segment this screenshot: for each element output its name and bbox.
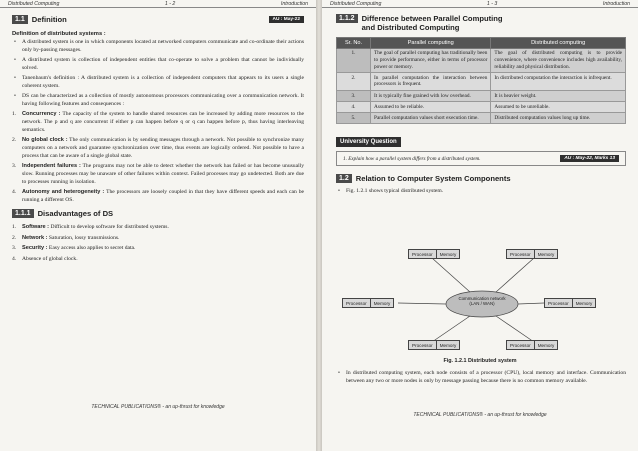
table-cell: It is typically fine grained with low overhead. [371, 90, 491, 101]
definition-heading: Definition of distributed systems : [12, 31, 106, 37]
item-number: 1. [12, 110, 17, 117]
link-top-left [432, 258, 470, 292]
numbered-item [12, 111, 304, 134]
running-header: Distributed Computing 1 - 3 Introduction [322, 0, 638, 8]
item-term: Independent failures : [22, 162, 81, 169]
item-term: Network : [22, 234, 48, 241]
university-question-label: University Question [336, 137, 401, 147]
numbered-item [12, 224, 304, 232]
item-body [22, 163, 304, 186]
definition-bullet: • DS can be characterized as a collection of mostly autonomous processors communicating over a communication network. It having following features and consequences : [12, 93, 304, 109]
node-description: • In distributed computing system, each node consists of a processor (CPU), local memory and interface. Communication between any two or more nodes is only by message passing because there is no common memory available. [336, 370, 626, 386]
item-number: 2. [12, 234, 17, 241]
item-text: Absence of global clock. [22, 255, 78, 262]
question-text: 1. Explain how a parallel system differs from a distributed system. [343, 155, 481, 162]
link-bottom-left [432, 316, 470, 342]
item-term: Autonomy and heterogeneity : [22, 188, 105, 195]
left-page [0, 0, 316, 451]
item-text: The only communication is by sending messages through a network. Not possible to synchronize many computers on a network and guarantee synchronization over time, thus events are logically ordered. Not possible to have a process that can be aware of a single global state. [22, 136, 304, 159]
item-body [22, 256, 78, 264]
numbered-item [12, 189, 304, 205]
table-cell: 5. [337, 113, 371, 124]
section-heading-disadvantages: 1.1.1 Disadvantages of DS [12, 208, 304, 219]
table-cell: In parallel computation the interaction between processors is frequent. [371, 72, 491, 90]
question-box [336, 151, 626, 166]
numbered-item [12, 235, 304, 243]
table-header-cell: Parallel computing [371, 38, 491, 49]
item-number: 1. [12, 224, 17, 231]
table-cell: Parallel computation values short execution time. [371, 113, 491, 124]
item-body [22, 189, 304, 205]
definition-bullet: • A distributed system is collection of independent entities that co-operate to solve a problem that cannot be individually solved. [12, 57, 304, 73]
item-number: 2. [12, 136, 17, 143]
item-body [22, 111, 304, 134]
table-cell: 3. [337, 90, 371, 101]
item-text: Difficult to develop software for distributed systems. [50, 224, 169, 231]
item-number: 4. [12, 188, 17, 195]
table-cell: Assumed to be unreliable. [491, 101, 626, 112]
network-label: Communication network (LAN / WAN) [458, 296, 506, 307]
node-bottom-right: Processor Memory [506, 340, 558, 350]
table-cell: 1. [337, 48, 371, 72]
link-right [518, 303, 544, 304]
right-page [322, 0, 638, 451]
item-number: 4. [12, 255, 17, 262]
table-cell: It is heavier weight. [491, 90, 626, 101]
item-number: 3. [12, 245, 17, 252]
item-number: 3. [12, 162, 17, 169]
table-row [337, 90, 626, 101]
node-right: Processor Memory [544, 298, 596, 308]
item-text: The capacity of the system to handle shared resources can be increased by adding more resources to the network. The p and q are concurrent if either p can happen before q or q can happen before p, thus having interleaving semantics. [22, 110, 304, 133]
definition-bullet: • A distributed system is one in which components located at networked computers communicate and co-ordinate their actions only by-passing messages. [12, 39, 304, 55]
table-cell: The goal of parallel computing has traditionally been to provide performance, either in terms of processor power or memory. [371, 48, 491, 72]
numbered-item [12, 245, 304, 253]
table-cell: In distributed computation the interaction is infrequent. [491, 72, 626, 90]
table-cell: Assumed to be reliable. [371, 101, 491, 112]
definition-bullet: • Tanenbaum's definition : A distributed system is a collection of independent computers that appears to its users a single coherent system. [12, 75, 304, 91]
table-cell: The goal of distributed computing is to provide convenience, where convenience includes high availability, reliability and physical distribution. [491, 48, 626, 72]
link-left [398, 303, 446, 304]
section-heading-difference: 1.1.2 Difference between Parallel Computing and Distributed Computing [336, 14, 626, 32]
section-heading-relation: 1.2 Relation to Computer System Components [336, 173, 626, 184]
running-header: Distributed Computing 1 - 2 Introduction [0, 0, 316, 8]
table-cell: 4. [337, 101, 371, 112]
item-text: The programs may not be able to detect whether the network has failed or has become unusually slow. Running processes may be unaware of other failures within context. Failed processes may go undetected. Both are due to processes running in isolation. [22, 162, 304, 185]
comparison-table [336, 37, 626, 124]
table-row [337, 72, 626, 90]
table-header-row [337, 38, 626, 49]
item-term: Software : [22, 224, 50, 231]
au-badge: AU : May-22 [269, 16, 304, 23]
distributed-system-diagram [322, 244, 638, 354]
item-text: Easy access also applies to secret data. [48, 245, 136, 252]
table-row [337, 101, 626, 112]
page-footer: TECHNICAL PUBLICATIONS® - an up-thrust for knowledge [91, 404, 225, 410]
page-footer: TECHNICAL PUBLICATIONS® - an up-thrust for knowledge [413, 412, 547, 418]
section-heading-definition: 1.1 Definition AU : May-22 [12, 14, 304, 25]
table-header-cell: Distributed computing [491, 38, 626, 49]
item-term: Security : [22, 245, 48, 252]
features-list [12, 111, 304, 205]
node-top-right: Processor Memory [506, 249, 558, 259]
item-body [22, 245, 135, 253]
definition-list [12, 39, 304, 109]
table-cell: 2. [337, 72, 371, 90]
item-body [22, 137, 304, 160]
item-text: Saturation, lossy transmissions. [48, 234, 120, 241]
table-cell: Distributed computation values long up time. [491, 113, 626, 124]
item-term: No global clock : [22, 136, 68, 143]
node-left: Processor Memory [342, 298, 394, 308]
numbered-item [12, 163, 304, 186]
table-row [337, 113, 626, 124]
item-term: Concurrency : [22, 110, 61, 117]
disadvantages-list [12, 224, 304, 263]
link-top-right [496, 258, 534, 292]
question-tag: AU : May-22, Marks 13 [560, 155, 619, 162]
figure-caption: Fig. 1.2.1 Distributed system [443, 358, 517, 364]
fig-intro: • Fig. 1.2.1 shows typical distributed system. [336, 188, 626, 196]
table-row [337, 48, 626, 72]
numbered-item [12, 137, 304, 160]
numbered-item [12, 256, 304, 264]
item-body [22, 224, 169, 232]
item-text: The processors are loosely coupled in that they have different speeds and each can be running a different OS. [22, 188, 304, 203]
table-header-cell: Sr. No. [337, 38, 371, 49]
link-bottom-right [496, 316, 534, 342]
item-body [22, 235, 119, 243]
node-top-left: Processor Memory [408, 249, 460, 259]
node-bottom-left: Processor Memory [408, 340, 460, 350]
